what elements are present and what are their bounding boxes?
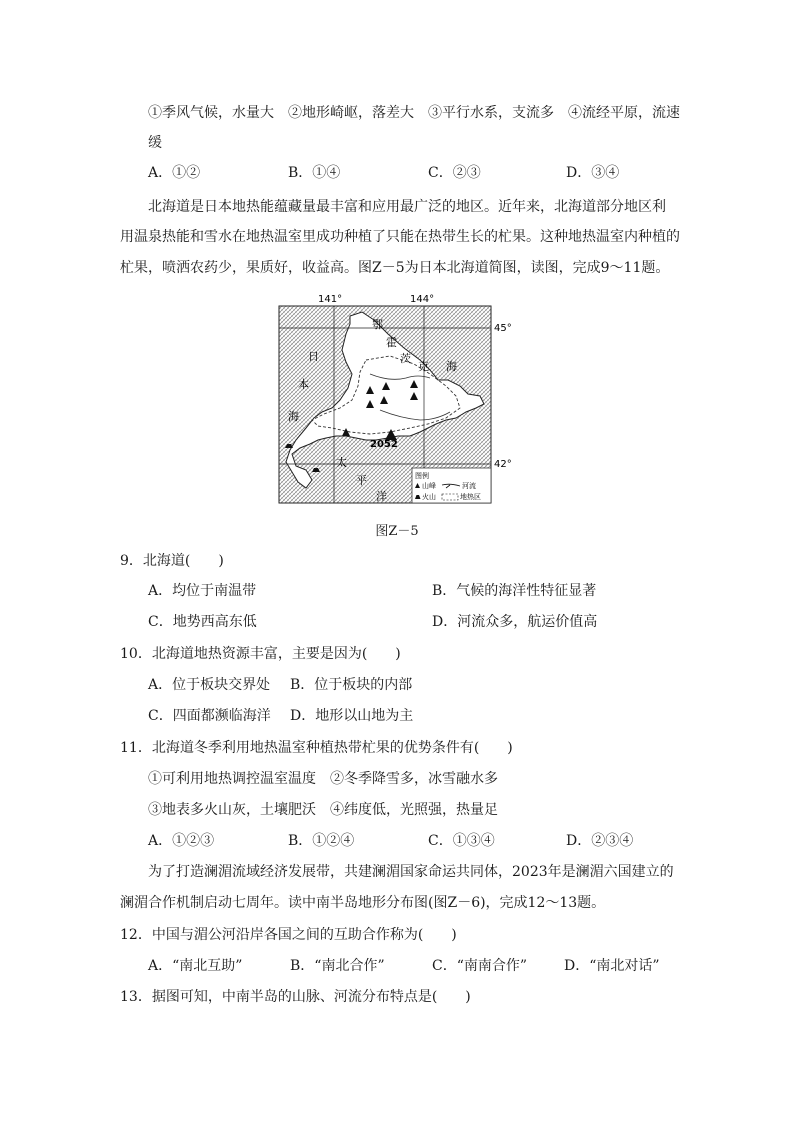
legend-volcano-label: 火山 [422,493,436,501]
q12-option-a[interactable]: A．“南北互助” [148,958,243,974]
japan-sea-char: 本 [298,378,309,391]
q10-stem: 10．北海道地热资源丰富，主要是因为( ) [120,646,401,662]
q8-option-a[interactable]: A．①② [148,165,201,181]
lat-42-label: 42° [494,459,512,470]
legend-peak-label: 山峰 [422,482,436,490]
q9-option-a[interactable]: A．均位于南温带 [148,583,257,599]
q8-statements-line2: 缓 [148,135,162,151]
q10-option-b[interactable]: B．位于板块的内部 [290,677,413,693]
q11-option-c[interactable]: C．①③④ [428,833,495,849]
passage1-line3: 杧果，喷洒农药少，果质好，收益高。图Z－5为日本北海道简图，读图，完成9～11题。 [120,260,670,276]
q10-option-a[interactable]: A．位于板块交界处 [148,677,271,693]
q11-option-b[interactable]: B．①②④ [288,833,355,849]
q8-option-b[interactable]: B．①④ [288,165,341,181]
passage1-line2: 用温泉热能和雪水在地热温室里成功种植了只能在热带生长的杧果。这种地热温室内种植的 [120,229,680,245]
q9-option-b[interactable]: B．气候的海洋性特征显著 [432,583,597,599]
pacific-char: 平 [356,474,367,487]
passage1-line1: 北海道是日本地热能蕴藏量最丰富和应用最广泛的地区。近年来，北海道部分地区利 [148,199,666,215]
peak-elevation-label: 2052 [370,439,398,450]
legend-title: 图例 [415,472,429,480]
q9-option-d[interactable]: D．河流众多，航运价值高 [432,614,598,630]
q11-statements-line1: ①可利用地热调控温室温度 ②冬季降雪多，冰雪融水多 [148,771,498,787]
japan-sea-char: 日 [308,350,319,363]
lat-45-label: 45° [494,323,512,334]
q11-stem: 11．北海道冬季利用地热温室种植热带杧果的优势条件有( ) [120,740,513,756]
q9-stem: 9．北海道( ) [120,553,224,569]
q9-option-c[interactable]: C．地势西高东低 [148,614,257,630]
q12-stem: 12．中国与湄公河沿岸各国之间的互助合作称为( ) [120,927,457,943]
okhotsk-char: 茨 [400,352,411,365]
q13-stem: 13．据图可知，中南半岛的山脉、河流分布特点是( ) [120,989,471,1005]
q10-option-d[interactable]: D．地形以山地为主 [290,708,414,724]
okhotsk-char: 鄂 [372,318,383,331]
q10-option-c[interactable]: C．四面都濒临海洋 [148,708,271,724]
legend-geothermal-label: 地热区 [460,493,481,501]
figure-caption-z5: 图Z－5 [375,524,419,539]
lon-144-label: 144° [410,294,435,305]
q12-option-b[interactable]: B．“南北合作” [290,958,385,974]
lon-141-label: 141° [318,294,343,305]
q11-statements-line2: ③地表多火山灰，土壤肥沃 ④纬度低，光照强，热量足 [148,802,498,818]
hokkaido-map [270,290,520,510]
q8-statements-line1: ①季风气候，水量大 ②地形崎岖，落差大 ③平行水系，支流多 ④流经平原，流速 [148,105,680,121]
pacific-char: 太 [336,456,347,469]
legend-river-label: 河流 [462,482,476,490]
q11-option-d[interactable]: D．②③④ [566,833,634,849]
q8-option-d[interactable]: D．③④ [566,165,620,181]
japan-sea-char: 海 [288,410,299,423]
okhotsk-char: 克 [418,360,429,373]
q12-option-d[interactable]: D．“南北对话” [564,958,660,974]
okhotsk-char: 海 [446,360,457,373]
passage2-line2: 澜湄合作机制启动七周年。读中南半岛地形分布图(图Z－6)，完成12～13题。 [120,895,606,911]
q12-option-c[interactable]: C．“南南合作” [432,958,528,974]
q11-option-a[interactable]: A．①②③ [148,833,215,849]
q8-option-c[interactable]: C．②③ [428,165,481,181]
pacific-char: 洋 [376,490,387,503]
okhotsk-char: 霍 [386,336,397,349]
passage2-line1: 为了打造澜湄流域经济发展带，共建澜湄国家命运共同体，2023年是澜湄六国建立的 [148,864,674,880]
